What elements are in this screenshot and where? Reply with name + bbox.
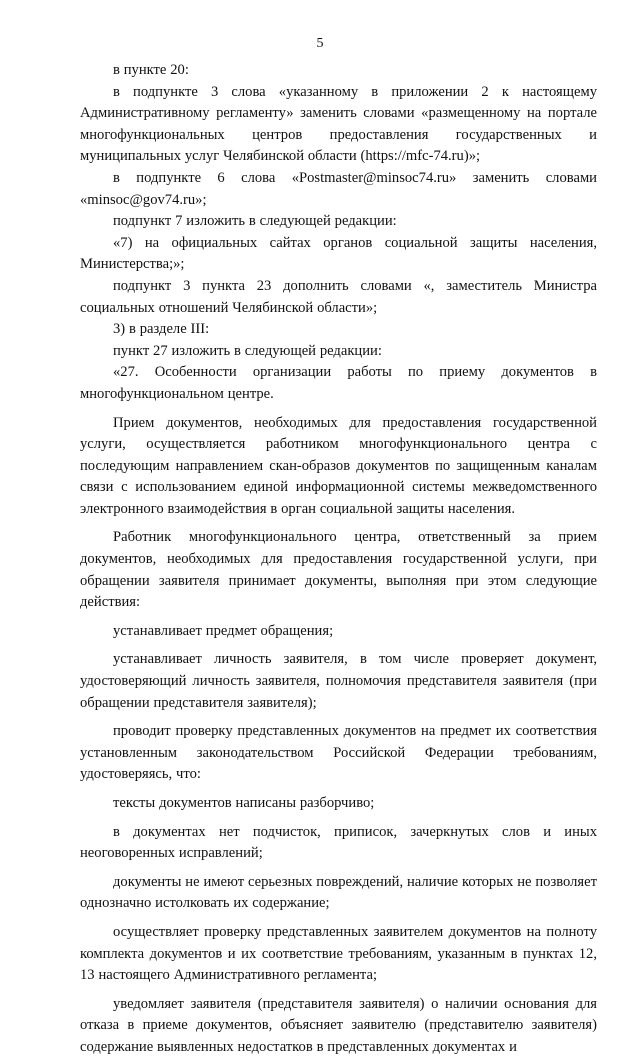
- paragraph: в подпункте 6 слова «Postmaster@minsoc74.ru» заменить словами «minsoc@gov74.ru»;: [80, 169, 597, 208]
- page-number: 5: [316, 36, 324, 51]
- paragraph: проводит проверку представленных документов на предмет их соответствия установленным законодательством Российской Федерации требованиям, удостоверяясь, что:: [80, 723, 597, 783]
- paragraph: подпункт 7 изложить в следующей редакции:: [113, 213, 397, 230]
- paragraph: в пункте 20:: [113, 62, 189, 78]
- paragraph: Работник многофункционального центра, ответственный за прием документов, необходимых для предоставления государственной услуги, при обращении заявителя принимает документы, выполняя при этом следующие действия:: [80, 529, 597, 611]
- paragraph: «27. Особенности организации работы по приему документов в многофункциональном центре.: [80, 364, 597, 402]
- paragraph: уведомляет заявителя (представителя заявителя) о наличии основания для отказа в приеме документов, объясняет заявителю (представителю заявителя) содержание выявленных недостатков в представленных документах и: [80, 995, 597, 1055]
- paragraph: осуществляет проверку представленных заявителем документов на полноту комплекта документов и их соответствие требованиям, указанным в пунктах 12, 13 настоящего Административного регламента;: [80, 923, 597, 984]
- paragraph: в документах нет подчисток, приписок, зачеркнутых слов и иных неоговоренных исправлений;: [80, 823, 597, 862]
- paragraph: «7) на официальных сайтах органов социальной защиты населения, Министерства;»;: [80, 234, 597, 273]
- paragraph: тексты документов написаны разборчиво;: [113, 795, 375, 811]
- paragraph: устанавливает личность заявителя, в том числе проверяет документ, удостоверяющий личность заявителя, полномочия представителя заявителя (при обращении представителя заявителя);: [80, 651, 597, 711]
- paragraph: Прием документов, необходимых для предоставления государственной услуги, осуществляется работником многофункционального центра с последующим направлением скан-образов документов по защищенным каналам связи с использованием единой информационной системы межведомственного электронного взаимодействия в орган социальной защиты населения.: [80, 414, 597, 517]
- paragraph: пункт 27 изложить в следующей редакции:: [113, 342, 382, 359]
- paragraph: документы не имеют серьезных повреждений, наличие которых не позволяет однозначно истолковать их содержание;: [80, 873, 597, 912]
- document-body: [80, 60, 597, 1059]
- paragraph: 3) в разделе III:: [113, 321, 210, 338]
- paragraph: устанавливает предмет обращения;: [113, 622, 334, 639]
- paragraph: в подпункте 3 слова «указанному в приложении 2 к настоящему Административному регламенту» заменить словами «размещенному на портале многофункциональных центров предоставления государственных и муниципальных услуг Челябинской области (https://mfc-74.ru)»;: [80, 83, 597, 165]
- paragraph: подпункт 3 пункта 23 дополнить словами «, заместитель Министра социальных отношений Челябинской области»;: [80, 277, 597, 316]
